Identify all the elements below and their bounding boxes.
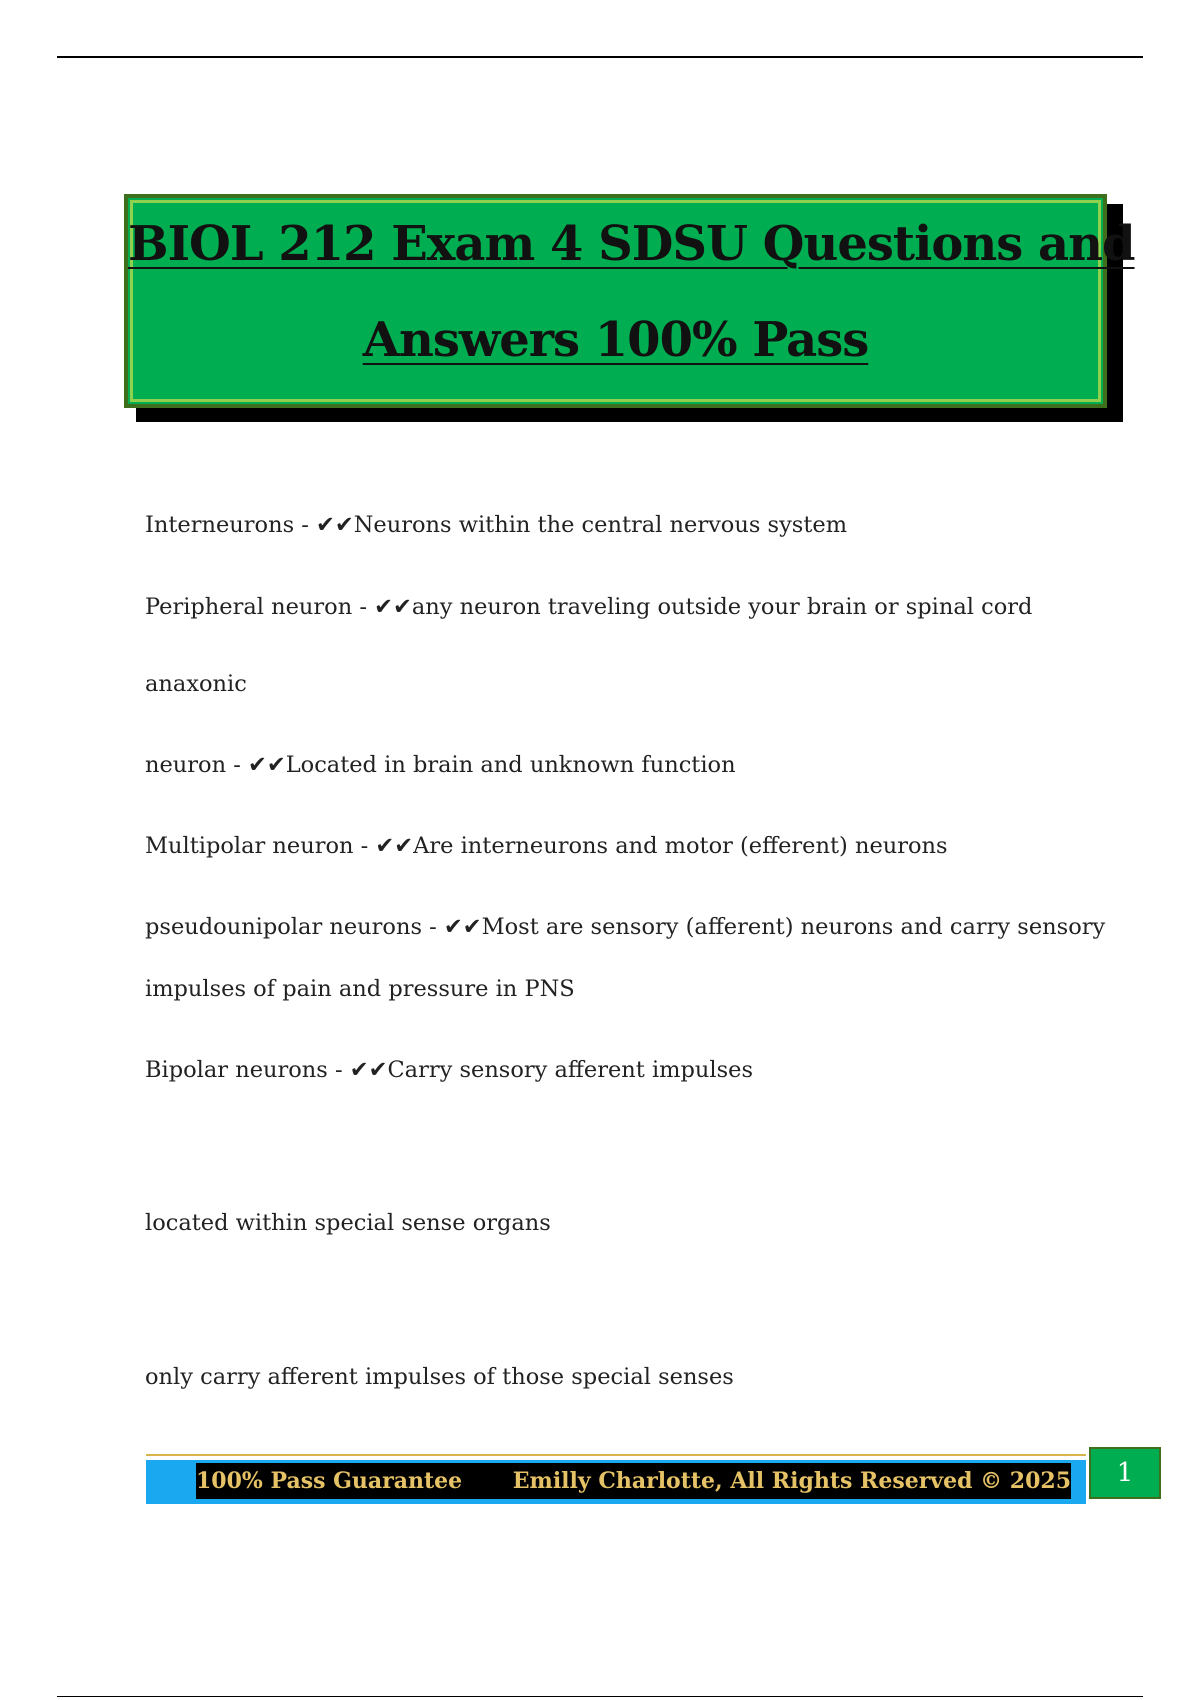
entry-anaxonic-neuron: neuron - ✔✔Located in brain and unknown function	[145, 752, 736, 778]
entry-bipolar-function: only carry afferent impulses of those special senses	[145, 1364, 734, 1390]
entry-bipolar-location: located within special sense organs	[145, 1210, 551, 1236]
entry-anaxonic: anaxonic	[145, 671, 247, 697]
footer-bar	[146, 1460, 1086, 1504]
entry-peripheral-neuron: Peripheral neuron - ✔✔any neuron traveling outside your brain or spinal cord	[145, 594, 1033, 620]
footer-text-band	[196, 1463, 1071, 1499]
entry-multipolar-neuron: Multipolar neuron - ✔✔Are interneurons and motor (efferent) neurons	[145, 833, 948, 859]
entry-pseudounipolar-continued: impulses of pain and pressure in PNS	[145, 976, 575, 1002]
title-line-1: BIOL 212 Exam 4 SDSU Questions and	[128, 216, 1135, 272]
entry-pseudounipolar-neurons: pseudounipolar neurons - ✔✔Most are sensory (afferent) neurons and carry sensory	[145, 914, 1106, 940]
bottom-rule	[57, 1696, 1143, 1697]
footer-guarantee: 100% Pass Guarantee	[196, 1468, 463, 1494]
top-rule	[57, 56, 1143, 58]
footer-copyright: Emilly Charlotte, All Rights Reserved © 2025	[512, 1468, 1071, 1494]
page-number: 1	[1089, 1447, 1161, 1499]
entry-bipolar-neurons: Bipolar neurons - ✔✔Carry sensory afferent impulses	[145, 1057, 754, 1083]
footer-gold-rule	[146, 1454, 1086, 1456]
title-line-2: Answers 100% Pass	[362, 312, 869, 368]
title-box	[124, 194, 1135, 408]
entry-interneurons: Interneurons - ✔✔Neurons within the central nervous system	[145, 512, 848, 538]
